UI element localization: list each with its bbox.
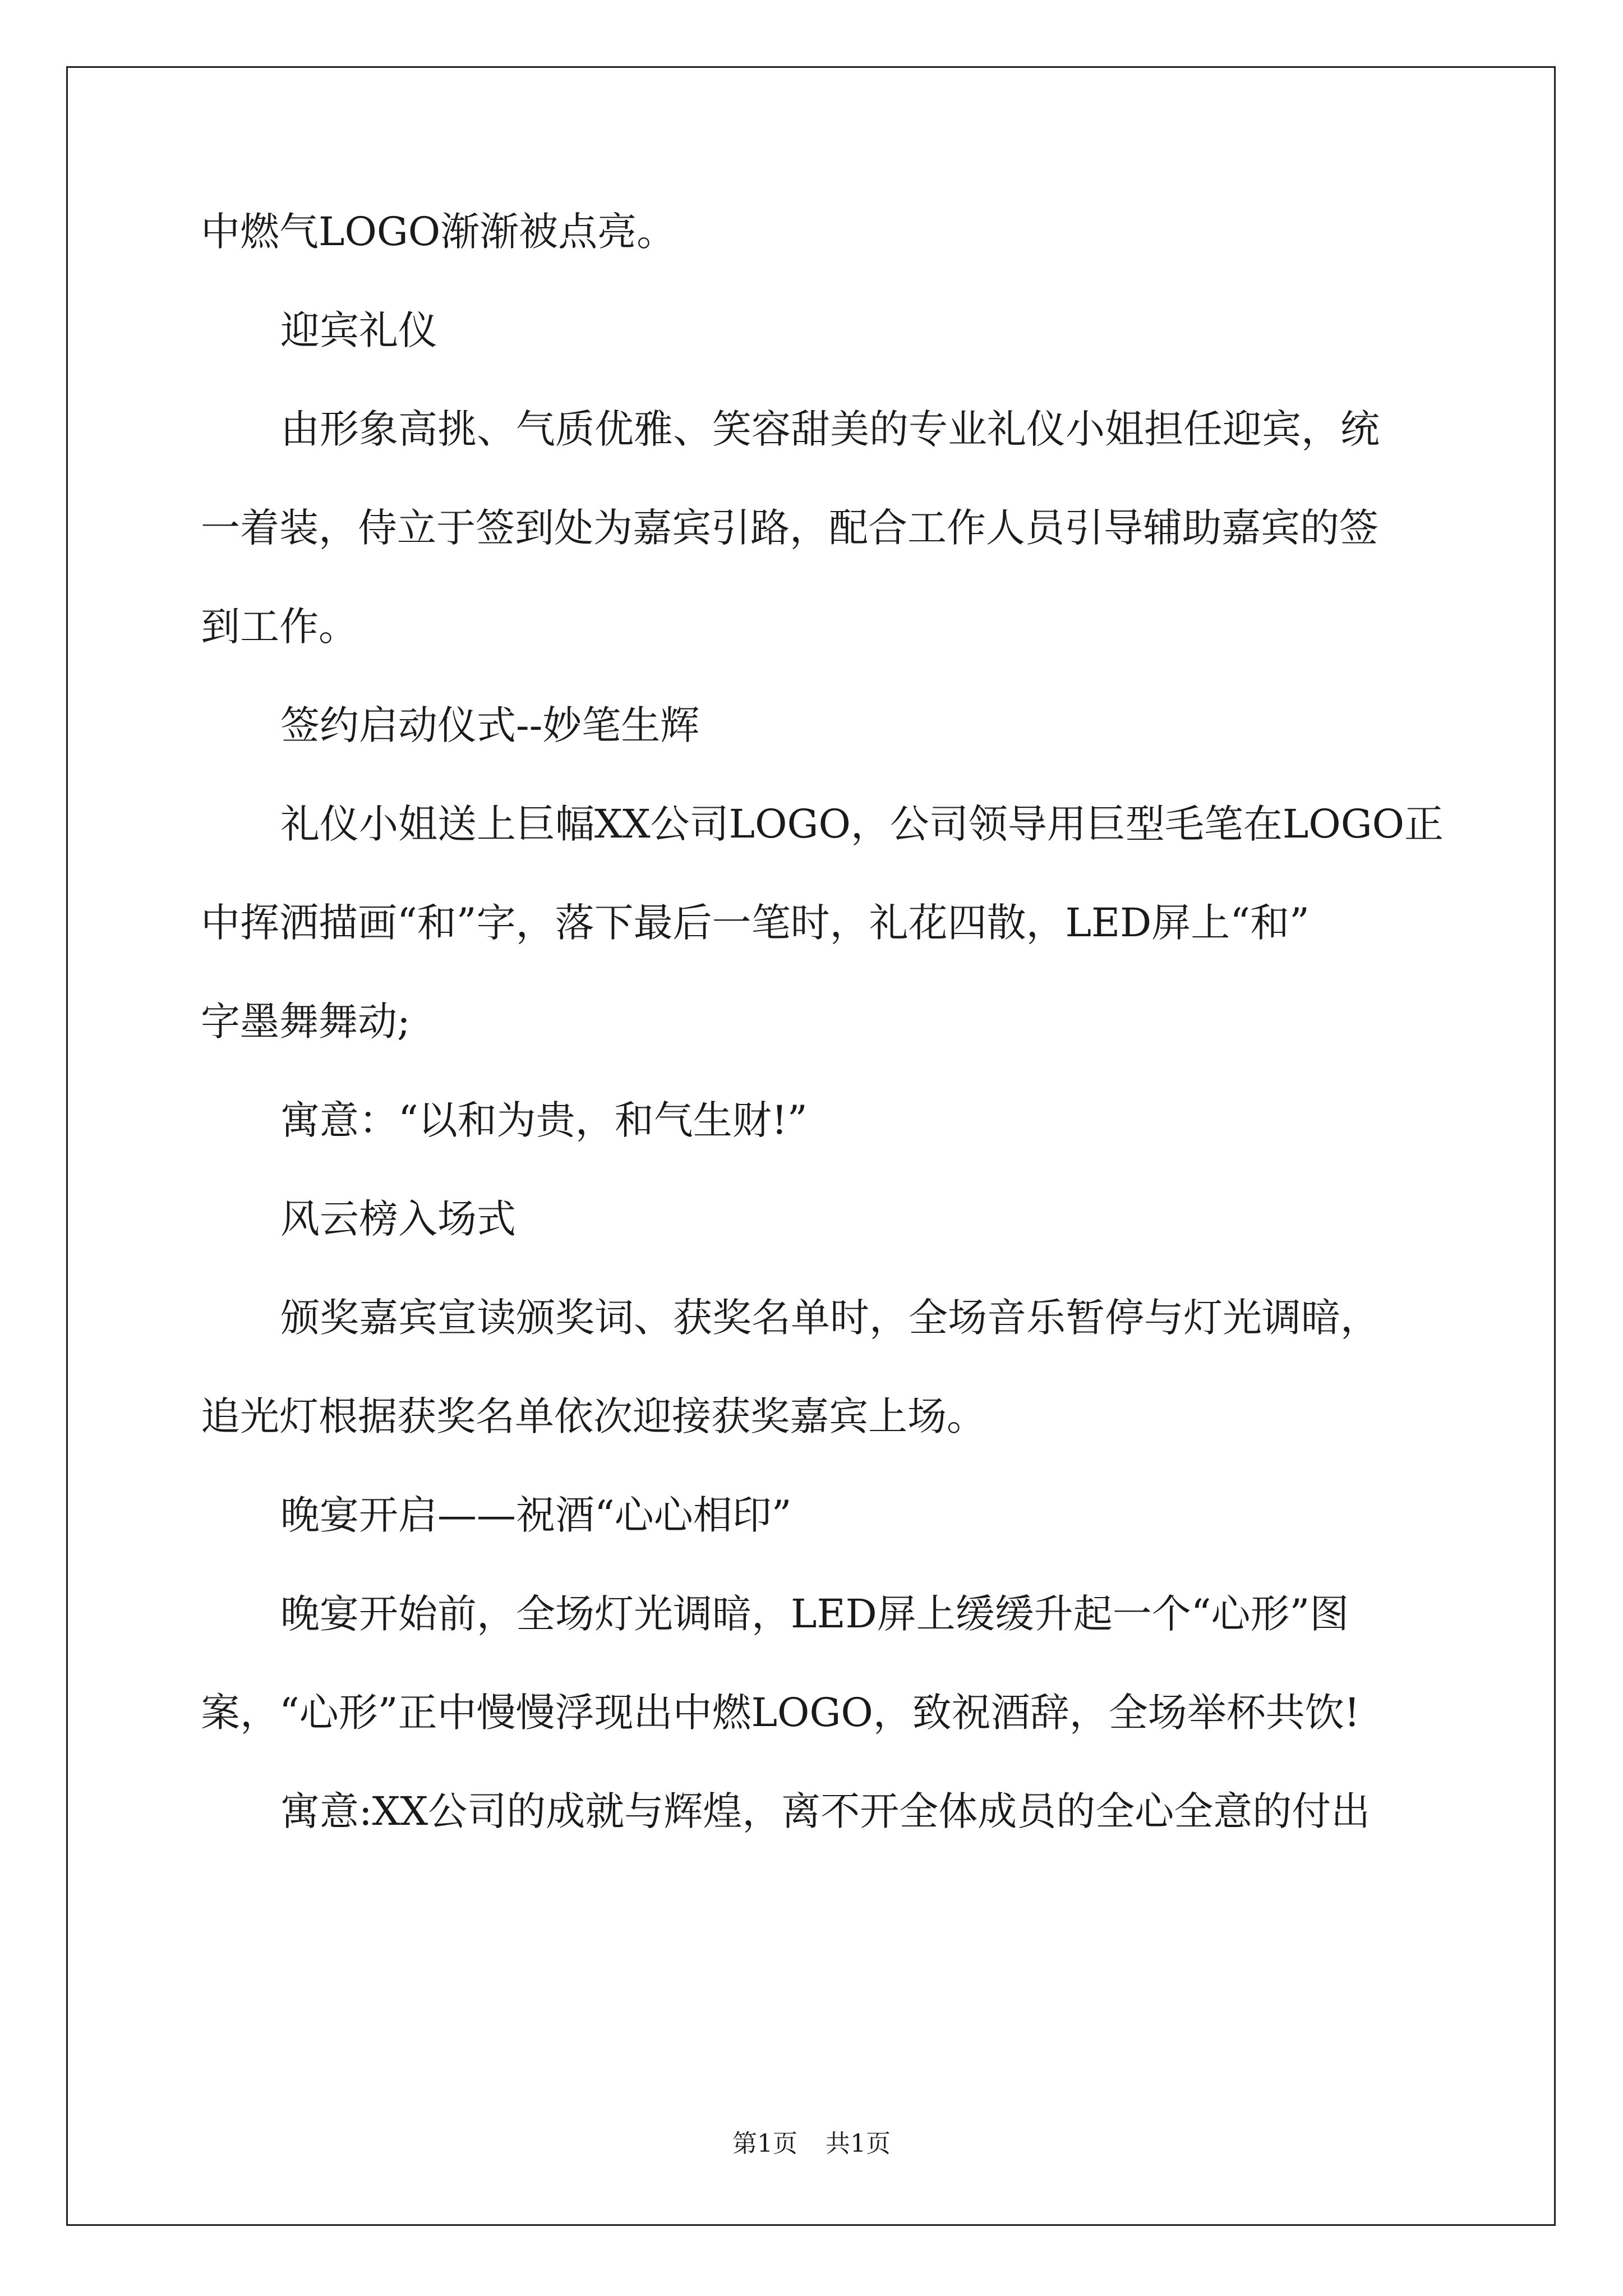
section-heading: 签约启动仪式--妙笔生辉 [280,702,700,748]
paragraph-line: 由形象高挑、气质优雅、笑容甜美的专业礼仪小姐担任迎宾，统 [280,406,1380,452]
page-total: 共1页 [826,2129,891,2158]
paragraph-line: 寓意:XX公司的成就与辉煌，离不开全体成员的全心全意的付出 [280,1788,1371,1834]
paragraph-line: 寓意：“以和为贵，和气生财!” [280,1097,808,1143]
paragraph-line: 到工作。 [201,604,358,650]
paragraph-line: 中挥洒描画“和”字，落下最后一笔时，礼花四散，LED屏上“和” [201,900,1310,946]
paragraph-line: 追光灯根据获奖名单依次迎接获奖嘉宾上场。 [201,1393,986,1439]
paragraph-line: 中燃气LOGO渐渐被点亮。 [201,209,676,255]
page-number: 第1页 [732,2129,797,2158]
section-heading: 风云榜入场式 [280,1196,516,1242]
section-heading: 迎宾礼仪 [280,307,437,353]
section-heading: 晚宴开启——祝酒“心心相印” [280,1492,792,1538]
paragraph-line: 礼仪小姐送上巨幅XX公司LOGO，公司领导用巨型毛笔在LOGO正 [280,801,1444,847]
paragraph-line: 案，“心形”正中慢慢浮现出中燃LOGO，致祝酒辞，全场举杯共饮! [201,1690,1360,1736]
paragraph-line: 晚宴开始前，全场灯光调暗，LED屏上缓缓升起一个“心形”图 [280,1591,1349,1637]
paragraph-line: 颁奖嘉宾宣读颁奖词、获奖名单时，全场音乐暂停与灯光调暗， [280,1295,1380,1341]
page-footer [0,2129,1623,2158]
paragraph-line: 一着装，侍立于签到处为嘉宾引路，配合工作人员引导辅助嘉宾的签 [201,505,1378,551]
page-border [66,66,1556,2226]
paragraph-line: 字墨舞舞动; [201,999,411,1045]
